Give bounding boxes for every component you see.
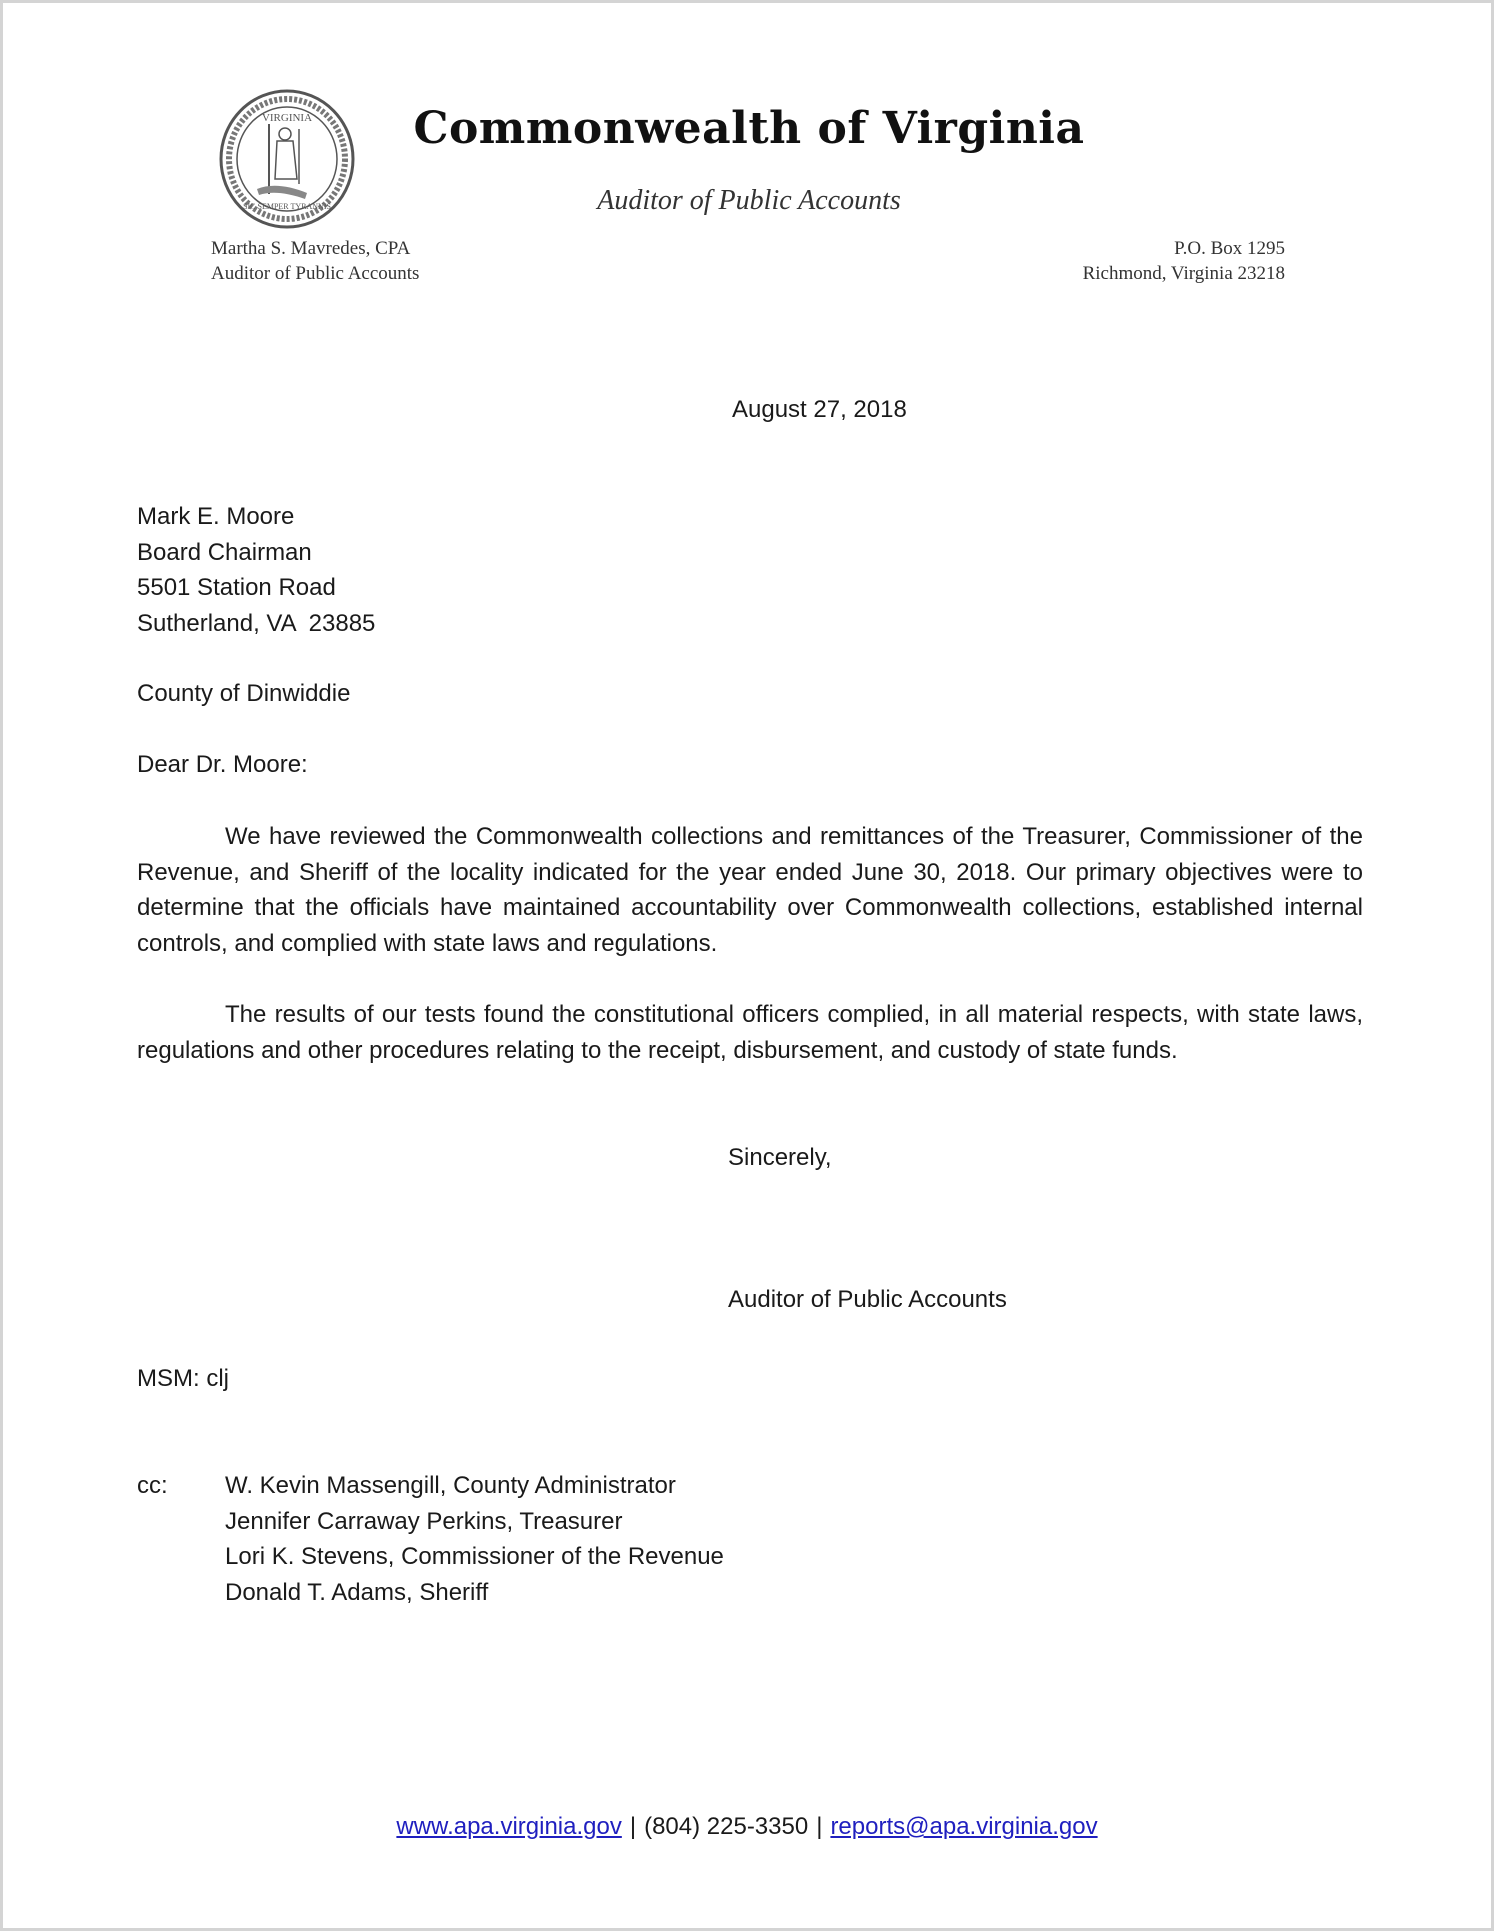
cc-names — [225, 1468, 724, 1611]
letter-date: August 27, 2018 — [732, 396, 907, 423]
cc-recipient: W. Kevin Massengill, County Administrator — [225, 1472, 676, 1499]
mailing-address-block — [1083, 236, 1285, 286]
cc-list — [137, 1468, 724, 1611]
salutation: Dear Dr. Moore: — [137, 751, 308, 778]
email-link[interactable]: reports@apa.virginia.gov — [830, 1813, 1098, 1840]
letterhead-subtitle: Auditor of Public Accounts — [597, 185, 901, 216]
body-paragraph: The results of our tests found the constitutional officers complied, in all material respects, with state laws, regulations and other procedures relating to the receipt, disbursement, and custody of state funds. — [137, 1001, 1363, 1064]
po-box: P.O. Box 1295 — [1174, 238, 1285, 259]
phone-number: (804) 225-3350 — [644, 1813, 809, 1840]
county-name: County of Dinwiddie — [137, 680, 351, 707]
recipient-title: Board Chairman — [137, 538, 312, 566]
recipient-street: 5501 Station Road — [137, 574, 336, 602]
recipient-city: Sutherland, VA 23885 — [137, 610, 376, 638]
footer-separator: | — [816, 1813, 823, 1840]
website-link[interactable]: www.apa.virginia.gov — [396, 1813, 622, 1840]
footer-separator: | — [629, 1813, 637, 1840]
signature-block: Auditor of Public Accounts — [728, 1286, 1007, 1313]
cc-label: cc: — [137, 1472, 168, 1499]
cc-recipient: Jennifer Carraway Perkins, Treasurer — [225, 1507, 623, 1535]
auditor-title: Auditor of Public Accounts — [211, 263, 420, 284]
recipient-name: Mark E. Moore — [137, 503, 295, 530]
closing: Sincerely, — [728, 1144, 832, 1171]
virginia-seal-icon — [217, 89, 357, 229]
auditor-name: Martha S. Mavredes, CPA — [211, 238, 411, 259]
recipient-address — [137, 499, 375, 642]
svg-text:SIC SEMPER TYRANNIS: SIC SEMPER TYRANNIS — [243, 202, 331, 211]
body-paragraph: We have reviewed the Commonwealth collections and remittances of the Treasurer, Commissioner of the Revenue, and Sheriff of the locality indicated for the year ended June 30, 2018. Our primary objectives were to determine that the officials have maintained accountability over Commonwealth collections, established internal controls, and complied with state laws and regulations. — [137, 823, 1363, 958]
auditor-name-block — [211, 236, 419, 286]
svg-text:VIRGINIA: VIRGINIA — [261, 112, 313, 124]
letterhead-title: Commonwealth of Virginia — [413, 103, 1085, 154]
reference-initials: MSM: clj — [137, 1365, 229, 1392]
footer — [3, 1809, 1491, 1844]
cc-recipient: Donald T. Adams, Sheriff — [225, 1579, 489, 1607]
cc-recipient: Lori K. Stevens, Commissioner of the Revenue — [225, 1543, 724, 1571]
city-state-zip: Richmond, Virginia 23218 — [1082, 263, 1285, 284]
